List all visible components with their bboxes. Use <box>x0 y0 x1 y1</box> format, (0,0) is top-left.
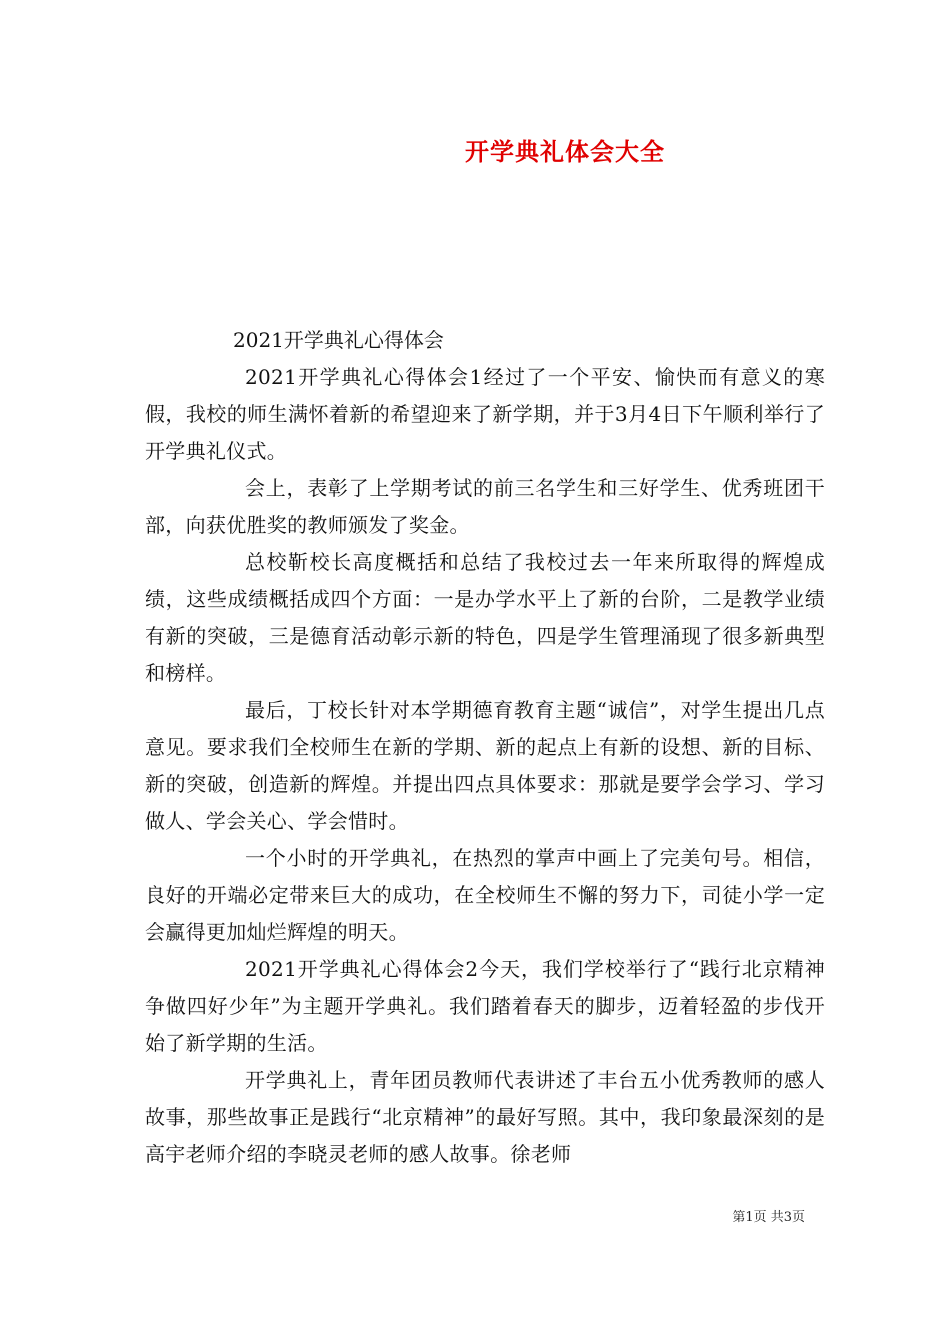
paragraph-1: 2021开学典礼心得体会1经过了一个平安、愉快而有意义的寒假，我校的师生满怀着新的希望迎来了新学期，并于3月4日下午顺利举行了开学典礼仪式。 <box>145 365 825 463</box>
document-body <box>145 322 825 1173</box>
paragraph-7: 开学典礼上，青年团员教师代表讲述了丰台五小优秀教师的感人故事，那些故事正是践行“北京精神”的最好写照。其中，我印象最深刻的是高宇老师介绍的李晓灵老师的感人故事。徐老师 <box>145 1068 825 1166</box>
paragraph-4: 最后，丁校长针对本学期德育教育主题“诚信”，对学生提出几点意见。要求我们全校师生在新的学期、新的起点上有新的设想、新的目标、新的突破，创造新的辉煌。并提出四点具体要求：那就是要学会学习、学习做人、学会关心、学会惜时。 <box>145 698 825 833</box>
document-title: 开学典礼体会大全 <box>465 137 665 166</box>
paragraph-2: 会上，表彰了上学期考试的前三名学生和三好学生、优秀班团干部，向获优胜奖的教师颁发了奖金。 <box>145 476 825 537</box>
paragraph-6: 2021开学典礼心得体会2今天，我们学校举行了“践行北京精神争做四好少年”为主题开学典礼。我们踏着春天的脚步，迈着轻盈的步伐开始了新学期的生活。 <box>145 957 825 1055</box>
paragraph-3: 总校靳校长高度概括和总结了我校过去一年来所取得的辉煌成绩，这些成绩概括成四个方面：一是办学水平上了新的台阶，二是教学业绩有新的突破，三是德育活动彰示新的特色，四是学生管理涌现了很多新典型和榜样。 <box>145 550 825 685</box>
section-heading: 2021开学典礼心得体会 <box>233 328 444 352</box>
page-number-footer: 第1页 共3页 <box>732 1210 805 1225</box>
paragraph-5: 一个小时的开学典礼，在热烈的掌声中画上了完美句号。相信，良好的开端必定带来巨大的成功，在全校师生不懈的努力下，司徒小学一定会赢得更加灿烂辉煌的明天。 <box>145 846 825 944</box>
